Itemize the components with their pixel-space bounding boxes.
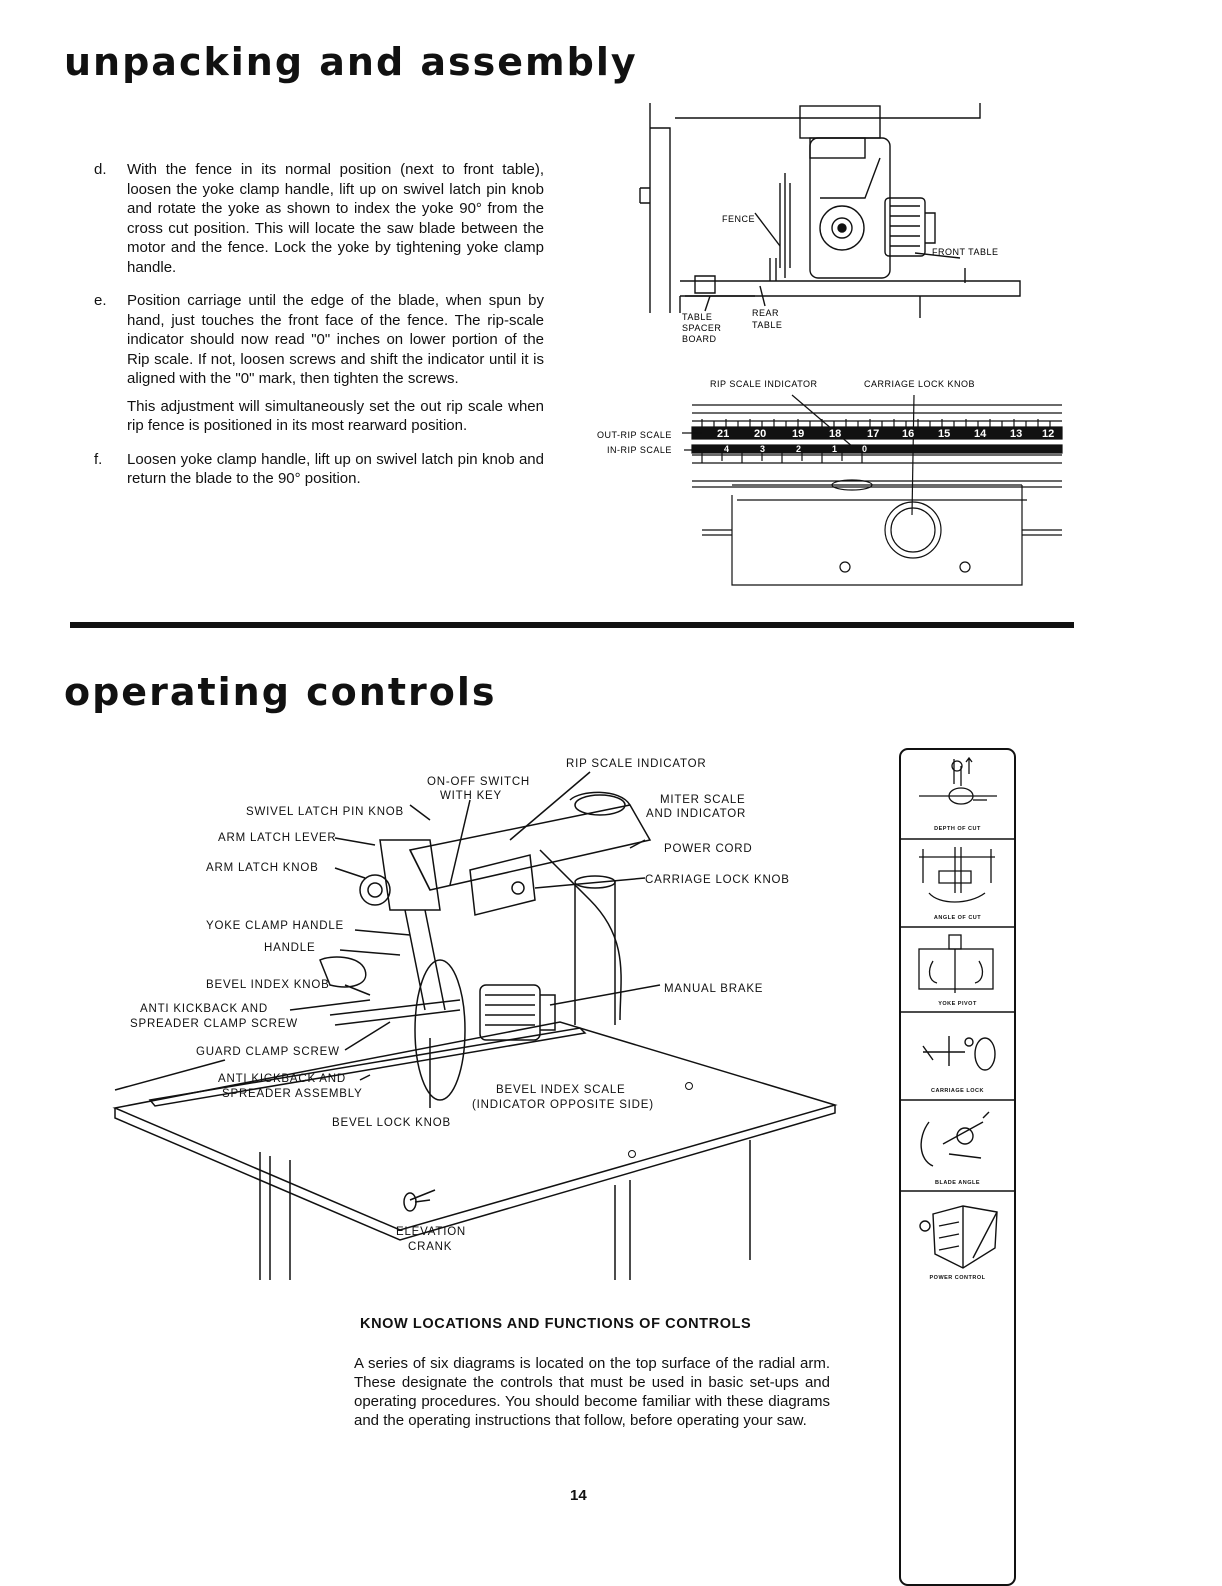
in-rip-tick-3: 3 <box>760 444 766 454</box>
in-rip-tick-1: 1 <box>832 444 838 454</box>
label-anti-kickback-and: ANTI KICKBACK AND <box>140 1003 268 1015</box>
panel-caption-angle-of-cut: ANGLE OF CUT <box>933 915 982 921</box>
step-label: f. <box>94 450 103 468</box>
label-board: BOARD <box>682 334 717 344</box>
out-rip-tick-13: 13 <box>1010 428 1023 440</box>
panel-caption-yoke-pivot: YOKE PIVOT <box>938 1001 977 1007</box>
power-control-icon <box>907 1198 1007 1272</box>
page-number: 14 <box>570 1487 587 1504</box>
label-swivel-latch-pin-knob: SWIVEL LATCH PIN KNOB <box>246 806 405 818</box>
label-miter-scale-indicator: AND INDICATOR <box>646 808 747 820</box>
label-front-table: FRONT TABLE <box>932 247 999 257</box>
label-crank: CRANK <box>408 1241 453 1253</box>
carriage-lock-icon <box>909 1020 1005 1086</box>
label-on-off-switch: ON-OFF SWITCH <box>427 776 531 788</box>
panel-caption-power-control: POWER CONTROL <box>929 1275 986 1281</box>
step-f <box>94 450 544 497</box>
label-guard-clamp-screw: GUARD CLAMP SCREW <box>196 1046 340 1058</box>
step-d <box>94 160 544 285</box>
label-anti-kickback-assembly: ANTI KICKBACK AND <box>218 1073 346 1085</box>
section-title-operating-controls: operating controls <box>64 670 497 714</box>
out-rip-tick-15: 15 <box>938 428 951 440</box>
label-in-rip-scale: IN-RIP SCALE <box>607 445 672 455</box>
label-rip-scale-indicator: RIP SCALE INDICATOR <box>710 379 818 389</box>
label-handle: HANDLE <box>264 942 316 954</box>
label-rear: REAR <box>752 308 780 318</box>
label-spreader-clamp-screw: SPREADER CLAMP SCREW <box>130 1018 298 1030</box>
angle-of-cut-icon <box>909 843 1005 913</box>
out-rip-tick-21: 21 <box>717 428 730 440</box>
section-title-unpacking: unpacking and assembly <box>64 40 638 84</box>
label-indicator-opposite-side: (INDICATOR OPPOSITE SIDE) <box>472 1099 654 1111</box>
step-text-continued: This adjustment will simultaneously set the out rip scale when rip fence is positioned in its most rearward position. <box>127 397 544 434</box>
out-rip-tick-19: 19 <box>792 428 805 440</box>
label-arm-latch-lever: ARM LATCH LEVER <box>218 832 337 844</box>
label-out-rip-scale: OUT-RIP SCALE <box>597 430 672 440</box>
out-rip-tick-17: 17 <box>867 428 880 440</box>
in-rip-tick-2: 2 <box>796 444 802 454</box>
label-bevel-lock-knob: BEVEL LOCK KNOB <box>332 1117 451 1129</box>
step-text: Position carriage until the edge of the blade, when spun by hand, just touches the front face of the fence. The rip-scale indicator should now read "0" inches on lower portion of the Rip scale. If not, loosen screws and shift the indicator until it is aligned with the "0" mark, then tighten the screws. <box>127 292 544 387</box>
step-label: d. <box>94 161 107 178</box>
label-carriage-lock-knob: CARRIAGE LOCK KNOB <box>645 874 790 886</box>
label-spreader-assembly: SPREADER ASSEMBLY <box>222 1088 363 1100</box>
rip-scale-diagram <box>592 375 1067 590</box>
assembly-steps <box>94 160 544 503</box>
label-table: TABLE <box>682 312 713 322</box>
out-rip-tick-20: 20 <box>754 428 767 440</box>
panel-caption-blade-angle: BLADE ANGLE <box>934 1180 981 1186</box>
label-bevel-index-scale: BEVEL INDEX SCALE <box>496 1084 626 1096</box>
in-rip-tick-4: 4 <box>724 444 730 454</box>
label-on-off-switch-with-key: WITH KEY <box>440 790 502 802</box>
panel-caption-depth-of-cut: DEPTH OF CUT <box>934 826 981 832</box>
label-yoke-clamp-handle: YOKE CLAMP HANDLE <box>206 920 345 932</box>
out-rip-tick-14: 14 <box>974 428 987 440</box>
step-text: With the fence in its normal position (next to front table), loosen the yoke clamp handle, lift up on swivel latch pin knob and rotate the yoke as shown to index the yoke 90° from the cross cut position. This will locate the saw blade between the motor and the fence. Lock the yoke by tightening yoke clamp handle. <box>127 161 544 276</box>
out-rip-tick-12: 12 <box>1042 428 1055 440</box>
label-arm-latch-knob: ARM LATCH KNOB <box>206 862 319 874</box>
label-miter-scale: MITER SCALE <box>660 794 746 806</box>
label-spacer: SPACER <box>682 323 722 333</box>
label-carriage-lock-knob: CARRIAGE LOCK KNOB <box>864 379 976 389</box>
label-fence: FENCE <box>722 214 756 224</box>
panel-caption-carriage-lock: CARRIAGE LOCK <box>931 1088 984 1094</box>
depth-of-cut-icon <box>909 754 1005 826</box>
label-power-cord: POWER CORD <box>664 843 753 855</box>
yoke-pivot-icon <box>909 931 1005 999</box>
blade-angle-icon <box>909 1108 1005 1178</box>
label-manual-brake: MANUAL BRAKE <box>664 983 764 995</box>
label-rear-table: TABLE <box>752 320 783 330</box>
step-label: e. <box>94 292 107 309</box>
section-divider <box>70 622 1074 628</box>
saw-front-view-diagram <box>620 98 1040 348</box>
know-locations-heading: KNOW LOCATIONS AND FUNCTIONS OF CONTROLS <box>360 1316 752 1332</box>
know-locations-body: A series of six diagrams is located on the top surface of the radial arm. These designate the controls that must be used in basic set-ups and operating procedures. You should become familiar with these diagrams and the operating instructions that follow, before operating your saw. <box>354 1355 830 1429</box>
out-rip-tick-18: 18 <box>829 428 842 440</box>
out-rip-tick-16: 16 <box>902 428 915 440</box>
step-text: Loosen yoke clamp handle, lift up on swivel latch pin knob and return the blade to the 90° position. <box>127 450 544 487</box>
control-diagrams-panel <box>899 748 1016 1586</box>
step-e <box>94 291 544 444</box>
in-rip-tick-0: 0 <box>862 444 868 454</box>
label-elevation: ELEVATION <box>396 1226 467 1238</box>
label-rip-scale-indicator: RIP SCALE INDICATOR <box>566 758 707 770</box>
label-bevel-index-knob: BEVEL INDEX KNOB <box>206 979 330 991</box>
